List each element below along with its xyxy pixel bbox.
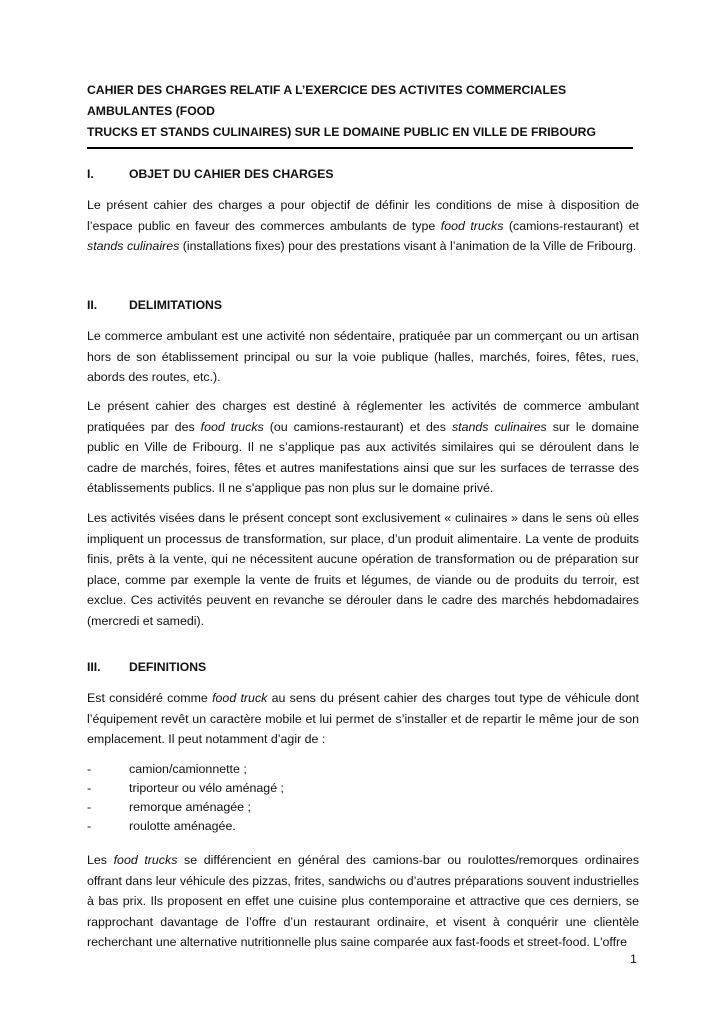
list-dash: - bbox=[87, 819, 92, 833]
title-divider bbox=[87, 147, 633, 149]
list-item bbox=[87, 798, 639, 817]
section-2-heading bbox=[87, 296, 222, 314]
text-run: au sens du présent cahier des charges tout type de véhicule dont l’équipement revêt un caractère mobile et lui permet de s’installer et de repartir le même jour de son emplacement. Il peut notamment d’agir de : bbox=[87, 691, 639, 746]
section-2-paragraph-1: Le commerce ambulant est une activité non sédentaire, pratiquée par un commerçant ou un artisan hors de son établissement principal ou sur la voie publique (halles, marchés, foires, fêtes, rues, abords des routes, etc.). bbox=[87, 329, 639, 384]
section-3-paragraph-1 bbox=[87, 688, 639, 750]
italic-term: stands culinaires bbox=[87, 239, 180, 253]
text-run: Les bbox=[87, 853, 114, 867]
section-1-paragraph-1 bbox=[87, 195, 639, 257]
list-dash: - bbox=[87, 781, 92, 795]
vehicle-type-list bbox=[87, 760, 639, 836]
list-dash: - bbox=[87, 800, 92, 814]
italic-term: food trucks bbox=[440, 218, 504, 233]
text-run: Est considéré comme bbox=[87, 691, 213, 705]
text-run: Le présent cahier des charges est destiné à réglementer les activités de commerce ambulant pratiquées par des bbox=[87, 399, 639, 434]
title-line-2: TRUCKS ET STANDS CULINAIRES) SUR LE DOMAINE PUBLIC EN VILLE DE FRIBOURG bbox=[87, 125, 596, 139]
section-2-title: DELIMITATIONS bbox=[129, 298, 222, 312]
section-3-title: DEFINITIONS bbox=[129, 660, 207, 674]
italic-term: food truck bbox=[212, 691, 268, 705]
text-run: (camions-restaurant) et bbox=[503, 218, 639, 233]
section-1-title: OBJET DU CAHIER DES CHARGES bbox=[129, 167, 334, 181]
list-item-text: camion/camionnette ; bbox=[129, 762, 247, 776]
section-2-paragraph-2 bbox=[87, 396, 639, 499]
section-3-number: III. bbox=[87, 660, 101, 674]
text-run: sur le domaine public en Ville de Fribourg. Il ne s’applique pas aux activités similaires qui se déroulent dans le cadre de marchés, foires, fêtes et autres manifestations ainsi que sur les surfaces de terrasse des établissements publics. Il ne s’applique pas non plus sur le domaine privé. bbox=[87, 419, 640, 495]
text-run: (ou camions-restaurant) et des bbox=[263, 419, 452, 434]
list-dash: - bbox=[87, 762, 92, 776]
title-line-1: CAHIER DES CHARGES RELATIF A L’EXERCICE DES ACTIVITES COMMERCIALES AMBULANTES (FOOD bbox=[87, 83, 567, 118]
list-item-text: remorque aménagée ; bbox=[129, 800, 251, 814]
text-run: Le présent cahier des charges a pour objectif de définir les conditions de mise à disposition de l’espace public en faveur des commerces ambulants de type bbox=[87, 198, 639, 233]
text-run: se différencient en général des camions-bar ou roulottes/remorques ordinaires offrant dans leur véhicule des pizzas, frites, sandwichs ou d’autres préparations souvent industrielles à bas prix. Ils proposent en effet une cuisine plus contemporaine et attractive que ces derniers, se rapprochant davantage de l’offre d’un restaurant ordinaire, et visent à conquérir une clientèle recherchant une alternative nutritionnelle plus saine comparée aux fast-foods et street-food. L'offre bbox=[87, 853, 640, 949]
page-number: 1 bbox=[630, 952, 637, 966]
list-item bbox=[87, 779, 639, 798]
list-item-text: roulotte aménagée. bbox=[129, 819, 236, 833]
section-1-number: I. bbox=[87, 167, 94, 181]
list-item bbox=[87, 817, 639, 836]
section-2-paragraph-3: Les activités visées dans le présent concept sont exclusivement « culinaires » dans le sens où elles impliquent un processus de transformation, sur place, d’un produit alimentaire. La vente de produits finis, prêts à la vente, qui ne nécessitent aucune opération de transformation ou de préparation sur place, comme par exemple la vente de fruits et légumes, de viande ou de produits du terroir, est exclue. Ces activités peuvent en revanche se dérouler dans le cadre des marchés hebdomadaires (mercredi et samedi). bbox=[87, 511, 639, 628]
section-2-number: II. bbox=[87, 298, 98, 312]
document-title bbox=[87, 80, 639, 143]
section-3-heading bbox=[87, 658, 206, 676]
section-3-paragraph-2 bbox=[87, 850, 639, 953]
text-run: (installations fixes) pour des prestations visant à l’animation de la Ville de Fribourg. bbox=[179, 239, 637, 253]
list-item-text: triporteur ou vélo aménagé ; bbox=[129, 781, 284, 795]
italic-term: food trucks bbox=[113, 853, 178, 867]
list-item bbox=[87, 760, 639, 779]
section-1-heading bbox=[87, 165, 334, 183]
italic-term: food trucks bbox=[200, 419, 264, 434]
italic-term: stands culinaires bbox=[451, 419, 547, 434]
